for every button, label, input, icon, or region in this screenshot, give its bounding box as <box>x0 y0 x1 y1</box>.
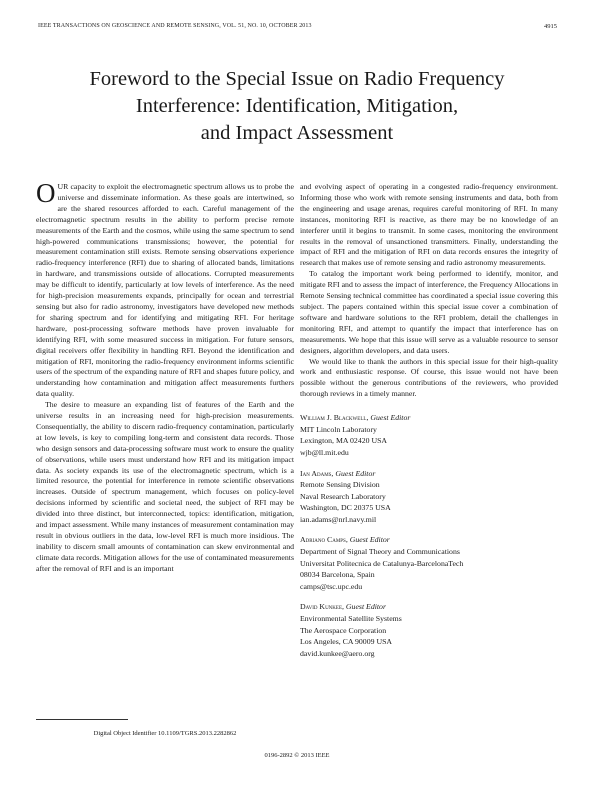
editor-address: Washington, DC 20375 USA <box>300 503 391 513</box>
editor-email: david.kunkee@aero.org <box>300 648 375 658</box>
editor-email: camps@tsc.upc.edu <box>300 581 363 591</box>
running-header: IEEE TRANSACTIONS ON GEOSCIENCE AND REMOTE SENSING, VOL. 51, NO. 10, OCTOBER 2013 <box>38 23 312 29</box>
editor-block: Adriano Camps, Guest Editor Department of Signal Theory and Communications Universitat Politecnica de Catalunya-BarcelonaTech 08034 Barcelona, Spain camps@tsc.upc.edu <box>300 534 558 592</box>
editor-affiliation: Universitat Politecnica de Catalunya-BarcelonaTech <box>300 558 464 568</box>
title-line-3: and Impact Assessment <box>200 122 394 144</box>
drop-cap: O <box>36 178 56 208</box>
right-column <box>300 182 558 668</box>
editor-block: Ian Adams, Guest Editor Remote Sensing Division Naval Research Laboratory Washington, DC 20375 USA ian.adams@nrl.navy.mil <box>300 468 558 526</box>
editor-address: Los Angeles, CA 90009 USA <box>300 637 393 647</box>
opening-smallcaps: UR <box>57 182 69 191</box>
editor-address: Lexington, MA 02420 USA <box>300 436 388 446</box>
editor-affiliation: Department of Signal Theory and Communications <box>300 547 460 557</box>
editor-affiliation: MIT Lincoln Laboratory <box>300 424 377 434</box>
editor-address: 08034 Barcelona, Spain <box>300 570 375 580</box>
title-line-1: Foreword to the Special Issue on Radio Frequency <box>89 68 505 90</box>
editor-block: David Kunkee, Guest Editor Environmental Satellite Systems The Aerospace Corporation Los Angeles, CA 90009 USA david.kunkee@aero.org <box>300 601 558 659</box>
editor-role: Guest Editor <box>349 535 390 545</box>
editor-name: David Kunkee <box>300 602 343 612</box>
editor-affiliation: Environmental Satellite Systems <box>300 614 402 624</box>
doi-footnote: Digital Object Identifier 10.1109/TGRS.2013.2282862 <box>93 730 237 737</box>
copyright-footer: 0196-2892 © 2013 IEEE <box>264 752 330 759</box>
footnote-rule <box>36 719 128 720</box>
editor-block: William J. Blackwell, Guest Editor MIT Lincoln Laboratory Lexington, MA 02420 USA wjb@ll.mit.edu <box>300 412 558 458</box>
editor-name: Adriano Camps <box>300 535 346 545</box>
editor-affiliation: Remote Sensing Division <box>300 480 380 490</box>
editor-email: wjb@ll.mit.edu <box>300 447 349 457</box>
editor-affiliation: The Aerospace Corporation <box>300 625 387 635</box>
editor-role: Guest Editor <box>370 413 411 423</box>
article-title <box>30 66 564 147</box>
paragraph-3: and evolving aspect of operating in a congested radio-frequency environment. Informing those who work with remote sensing instruments and data, both from the engineering and usage arenas, requires careful monitoring of RFI. In many instances, monitoring RFI is reactive, as there may be no knowledge of an interferer until it begins to transmit. In some cases, monitoring the environment results in the removal of unsanctioned transmitters. Finally, understanding the impact of RFI and the mitigation of RFI on data records ensures the integrity of research that makes use of remote sensing and radio astronomy measurements. <box>300 182 558 268</box>
guest-editors <box>300 412 558 659</box>
page-number: 4915 <box>544 23 557 30</box>
paragraph-4: To catalog the important work being performed to identify, monitor, and mitigate RFI and to assess the impact of interference, the Frequency Allocations in Remote Sensing technical committee has coordinated a special issue covering this subject. The papers contained within this special issue cover a combination of software and hardware solutions to the RFI problem, detail the challenges in monitoring RFI, and attempt to quantify the impact that interference has on measurements. We hope that this issue will serve as a valuable resource to sensor designers, algorithm developers, and data users. <box>300 269 558 355</box>
paragraph-1-text: capacity to exploit the electromagnetic spectrum allows us to probe the universe and disseminate information. As these goals are intertwined, so are the shared resources afforded to each. Careful management of the electromagnetic spectrum results in the ability to perform precise remote measurements of the Earth and the cosmos, while using the same spectrum to send high-powered communications transmissions; however, the potential for measurement contamination still exists. Remote sensing observations experience radio-frequency interference (RFI) due to sharing of allocated bands, limitations in hardware, and transmissions outside of allocations. Corrupted measurements may be difficult to identify, particularly at low levels of interference. As the need for high-precision measurements expands, principally for ocean and terrestrial sensing but also for radio astronomy, investigators have developed new methods for sharing spectrum and for identifying and mitigating RFI. For heritage hardware, post-processing software methods have proven invaluable for identifying RFI, with some measured success in mitigation. For future sensors, digital receivers offer flexibility in handling RFI. Beyond the identification and mitigation of RFI, monitoring the radio-frequency environment informs scientific users of the spectrum of the expanding nature of RFI and shapes future policy, and understanding how contamination and mitigation affect measurements furthers data quality. <box>36 182 294 399</box>
paragraph-1 <box>36 178 294 400</box>
editor-name: William J. Blackwell <box>300 413 367 423</box>
left-column <box>36 178 294 575</box>
editor-role: Guest Editor <box>345 602 386 612</box>
paragraph-2: The desire to measure an expanding list of features of the Earth and the universe results in an increasing need for high-precision measurements. Consequentially, the ability to discern radio-frequency contamination, particularly at low levels, is key to compiling long-term and consistent data records. Those who design sensors and data-processing software must work to ensure the quality of observations, while users must understand how RFI and its mitigation impact data. As society expands its use of the electromagnetic spectrum, which is a limited resource, the potential for interference in remote scientific observations increases. Outside of spectrum management, which focuses on policy-level decisions informed by scientific and societal need, the subject of RFI may be divided into three distinct, but interconnected, topics: identification, mitigation, and impact assessment. While many instances of measurement contamination may result in obvious outliers in the data, low-level RFI is much more insidious. The inability to discern small amounts of contamination can skew environmental and climate data records. Mitigation allows for the use of contaminated measurements after the removal of RFI and is an important <box>36 400 294 573</box>
title-line-2: Interference: Identification, Mitigation, <box>135 95 459 117</box>
paragraph-5: We would like to thank the authors in this special issue for their high-quality work and enthusiastic response. Of course, this issue would not have been possible without the generous contributions of the reviewers, who provided thorough reviews in a timely manner. <box>300 356 558 399</box>
editor-name: Ian Adams <box>300 468 332 478</box>
editor-role: Guest Editor <box>335 468 376 478</box>
editor-affiliation: Naval Research Laboratory <box>300 491 386 501</box>
editor-email: ian.adams@nrl.navy.mil <box>300 514 377 524</box>
